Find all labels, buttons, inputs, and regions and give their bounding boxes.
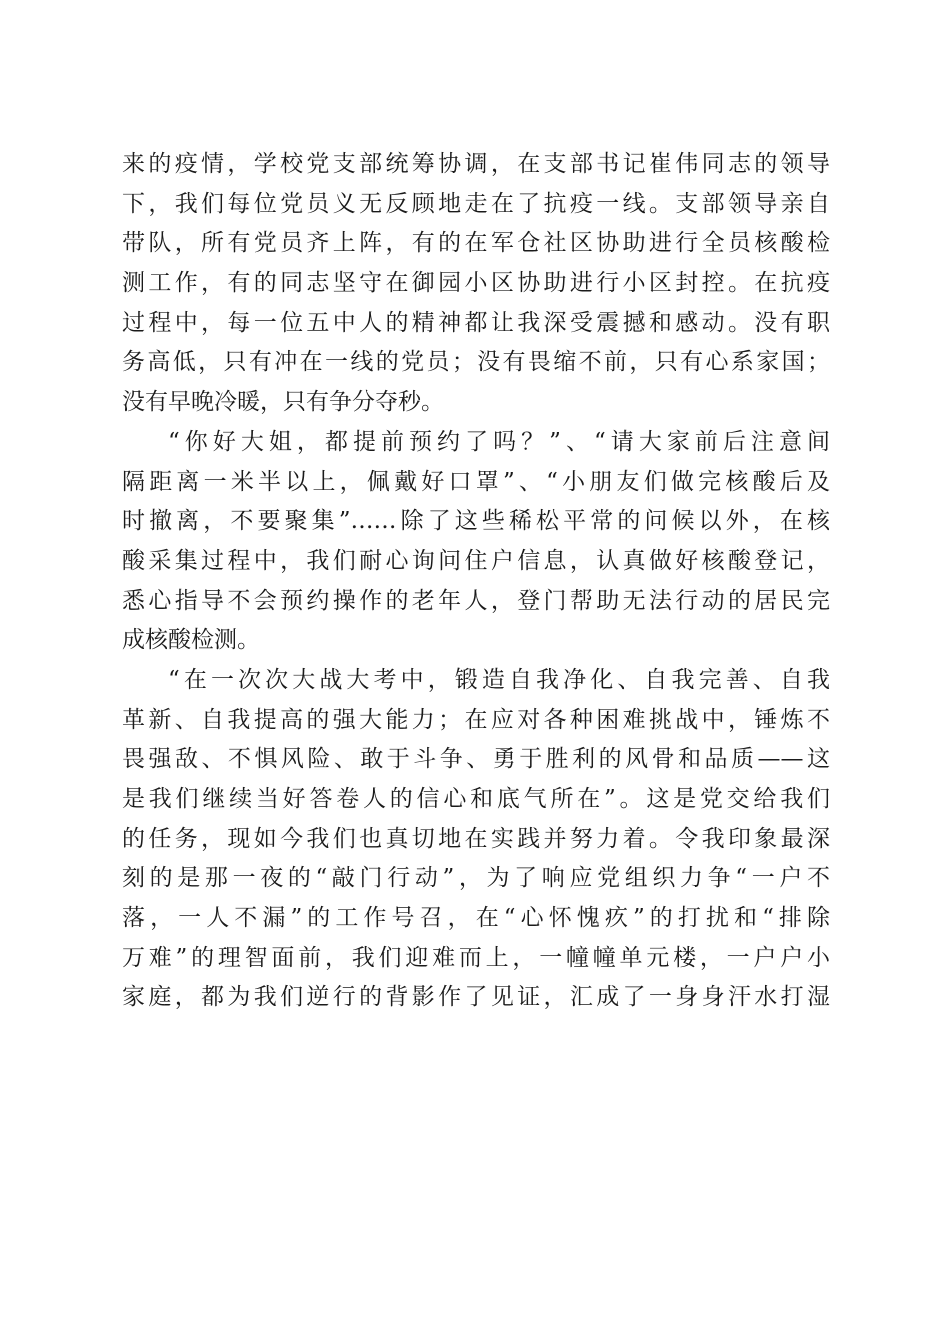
text-line: 家庭，都为我们逆行的背影作了见证，汇成了一身身汗水打湿 [122, 984, 830, 1011]
paragraph-1 [122, 145, 830, 423]
text-line: 成核酸检测。 [122, 627, 260, 654]
text-line: 时撤离，不要聚集”……除了这些稀松平常的问候以外，在核 [122, 508, 830, 535]
text-line: 隔距离一米半以上，佩戴好口罩”、“小朋友们做完核酸后及 [122, 468, 830, 495]
text-line: “在一次次大战大考中，锻造自我净化、自我完善、自我 [168, 666, 830, 693]
text-line: 务高低，只有冲在一线的党员；没有畏缩不前，只有心系家国； [122, 349, 830, 376]
text-line: 酸采集过程中，我们耐心询问住户信息，认真做好核酸登记， [122, 547, 830, 574]
text-line: “你好大姐，都提前预约了吗？”、“请大家前后注意间 [168, 428, 830, 455]
text-line: 刻的是那一夜的“敲门行动”，为了响应党组织力争“一户不 [122, 865, 830, 892]
text-line: 测工作，有的同志坚守在御园小区协助进行小区封控。在抗疫 [122, 270, 830, 297]
text-line: 革新、自我提高的强大能力；在应对各种困难挑战中，锤炼不 [122, 706, 830, 733]
text-line: 带队，所有党员齐上阵，有的在军仓社区协助进行全员核酸检 [122, 230, 830, 257]
body-text [122, 145, 830, 1018]
text-line: 悉心指导不会预约操作的老年人，登门帮助无法行动的居民完 [122, 587, 830, 614]
text-line: 万难”的理智面前，我们迎难而上，一幢幢单元楼，一户户小 [122, 944, 830, 971]
paragraph-3 [122, 661, 830, 1018]
text-line: 没有早晚冷暖，只有争分夺秒。 [122, 389, 444, 416]
text-line: 畏强敌、不惧风险、敢于斗争、勇于胜利的风骨和品质——这 [122, 746, 830, 773]
text-line: 下，我们每位党员义无反顾地走在了抗疫一线。支部领导亲自 [122, 190, 830, 217]
text-line: 来的疫情，学校党支部统筹协调，在支部书记崔伟同志的领导 [122, 151, 830, 177]
text-line: 过程中，每一位五中人的精神都让我深受震撼和感动。没有职 [122, 309, 830, 336]
text-line: 的任务，现如今我们也真切地在实践并努力着。令我印象最深 [122, 825, 830, 852]
text-line: 落，一人不漏”的工作号召，在“心怀愧疚”的打扰和“排除 [122, 905, 830, 932]
paragraph-2 [122, 423, 830, 661]
text-line: 是我们继续当好答卷人的信心和底气所在”。这是党交给我们 [122, 786, 830, 812]
